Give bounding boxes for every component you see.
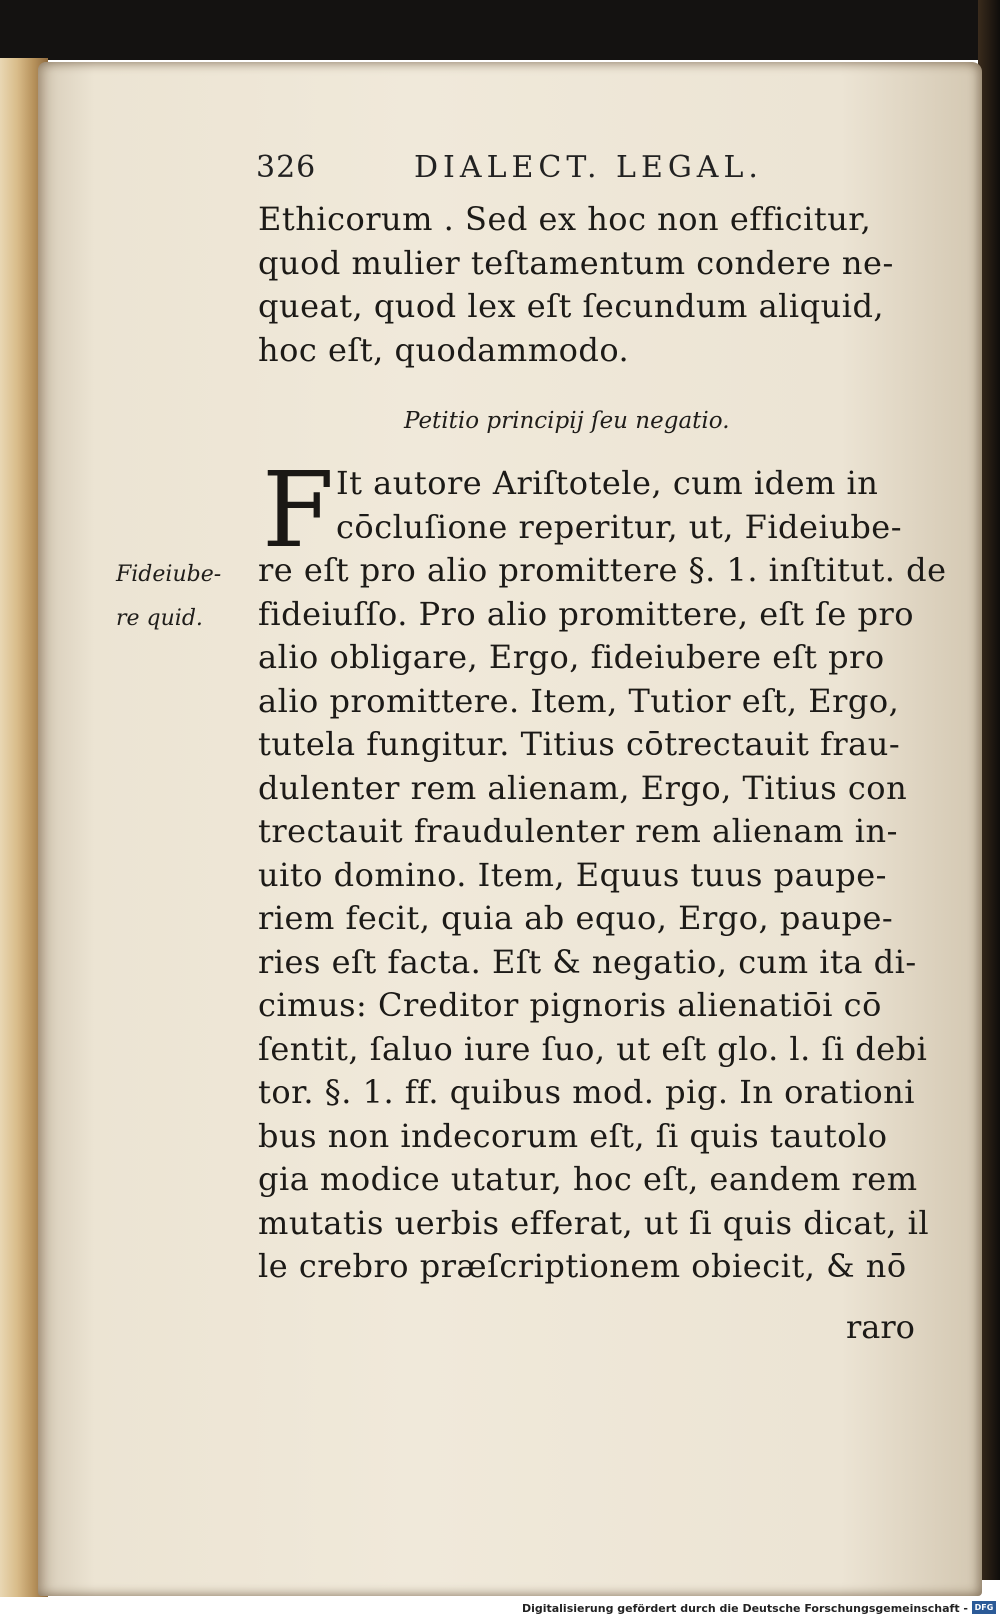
text-line: uito domino. Item, Equus tuus paupe- bbox=[258, 855, 887, 894]
margin-note bbox=[116, 553, 221, 640]
text-line: dulenter rem alienam, Ergo, Titius con bbox=[258, 768, 908, 807]
text-line: tutela fungitur. Titius cōtrectauit frau- bbox=[258, 725, 901, 763]
page-header bbox=[250, 150, 810, 194]
text-line: It autore Ariſtotele, cum idem in bbox=[336, 464, 879, 502]
catchword: raro bbox=[846, 1308, 915, 1346]
text-line: quod mulier teſtamentum condere ne- bbox=[258, 243, 894, 282]
section-heading: Petitio principij ſeu negatio. bbox=[404, 408, 730, 434]
text-line: alio promittere. Item, Tutior eſt, Ergo, bbox=[258, 681, 900, 720]
text-line: trectauit fraudulenter rem alienam in- bbox=[258, 812, 898, 850]
text-line: le crebro præſcriptionem obiecit, & nō bbox=[258, 1247, 907, 1285]
paragraph bbox=[258, 449, 947, 1289]
text-line: riem fecit, quia ab equo, Ergo, paupe- bbox=[258, 899, 894, 937]
text-line: hoc eſt, quodammodo. bbox=[258, 330, 630, 369]
text-line: cōcluſione reperitur, ut, Fideiube- bbox=[336, 507, 903, 546]
dfg-logo: DFG bbox=[972, 1601, 996, 1614]
text-line: alio obligare, Ergo, fideiubere eſt pro bbox=[258, 638, 885, 676]
top-text-block bbox=[258, 198, 938, 372]
footer-credit: Digitalisierung gefördert durch die Deutsche Forschungsgemeinschaft - bbox=[521, 1602, 968, 1615]
footer-bar bbox=[0, 1597, 1000, 1617]
margin-note-line: Fideiube- bbox=[116, 562, 222, 587]
text-line: re eſt pro alio promittere §. 1. inſtitut. de bbox=[258, 551, 947, 589]
scan-background-top bbox=[0, 0, 1000, 60]
drop-cap: F bbox=[262, 449, 335, 571]
text-line: gia modice utatur, hoc eſt, eandem rem bbox=[258, 1160, 918, 1198]
text-line: Ethicorum . Sed ex hoc non efficitur, bbox=[258, 200, 872, 238]
text-line: tor. §. 1. ff. quibus mod. pig. In orationi bbox=[258, 1073, 915, 1111]
text-line: fideiuſſo. Pro alio promittere, eſt ſe pro bbox=[258, 594, 914, 633]
text-line: ſentit, ſaluo iure ſuo, ut eſt glo. l. ſi debi bbox=[258, 1029, 928, 1068]
text-line: bus non indecorum eſt, ſi quis tautolo bbox=[258, 1116, 888, 1155]
margin-note-line: re quid. bbox=[116, 605, 203, 631]
text-line: ries eſt facta. Eſt & negatio, cum ita di- bbox=[258, 942, 917, 981]
text-line: queat, quod lex eſt ſecundum aliquid, bbox=[258, 287, 885, 325]
text-line: mutatis uerbis efferat, ut ſi quis dicat, il bbox=[258, 1203, 930, 1242]
text-line: cimus: Creditor pignoris alienatiōi cō bbox=[258, 986, 882, 1024]
page-number: 326 bbox=[256, 150, 317, 185]
running-head: DIALECT. LEGAL. bbox=[414, 150, 763, 185]
